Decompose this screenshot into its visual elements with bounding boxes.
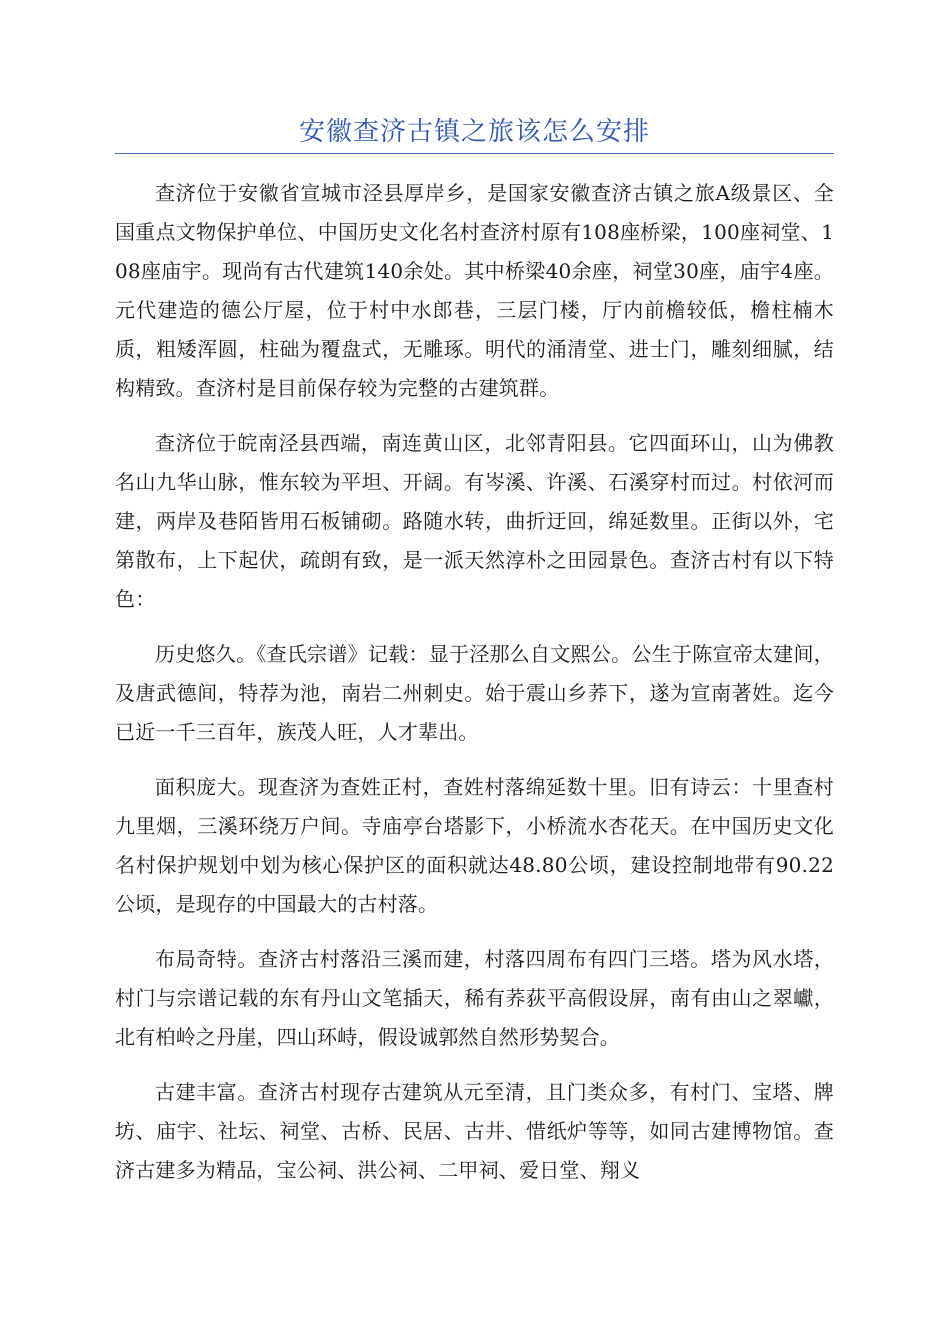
paragraph-history: 历史悠久。《查氏宗谱》记载：显于泾那么自文熙公。公生于陈宣帝太建间，及唐武德间，特荐为池，南岩二州刺史。始于震山乡荞下，遂为宣南著姓。迄今已近一千三百年，族茂人旺，人才辈出。: [115, 642, 834, 744]
title-underline-divider: [115, 153, 834, 154]
paragraph-layout: 布局奇特。查济古村落沿三溪而建，村落四周布有四门三塔。塔为风水塔，村门与宗谱记载的东有丹山文笔插天，稀有荞荻平高假设屏，南有由山之翠巘，北有柏岭之丹崖，四山环峙，假设诚郭然自然形势契合。: [115, 947, 834, 1049]
paragraph-location: 查济位于皖南泾县西端，南连黄山区，北邻青阳县。它四面环山，山为佛教名山九华山脉，惟东较为平坦、开阔。有岑溪、许溪、石溪穿村而过。村依河而建，两岸及巷陌皆用石板铺砌。路随水转，曲折迂回，绵延数里。正街以外，宅第散布，上下起伏，疏朗有致，是一派天然淳朴之田园景色。查济古村有以下特色：: [115, 431, 834, 611]
paragraph-intro: 查济位于安徽省宣城市泾县厚岸乡，是国家安徽查济古镇之旅A级景区、全国重点文物保护单位、中国历史文化名村查济村原有108座桥梁，100座祠堂、108座庙宇。现尚有古代建筑140余处。其中桥梁40余座，祠堂30座，庙宇4座。元代建造的德公厅屋，位于村中水郎巷，三层门楼，厅内前檐较低，檐柱楠木质，粗矮浑圆，柱础为覆盘式，无雕琢。明代的涌清堂、进士门，雕刻细腻，结构精致。查济村是目前保存较为完整的古建筑群。: [115, 181, 834, 400]
document-body: [115, 174, 834, 1206]
paragraph-area: 面积庞大。现查济为查姓正村，查姓村落绵延数十里。旧有诗云：十里查村九里烟，三溪环绕万户间。寺庙亭台塔影下，小桥流水杏花天。在中国历史文化名村保护规划中划为核心保护区的面积就达48.80公顷，建设控制地带有90.22公顷，是现存的中国最大的古村落。: [115, 775, 834, 916]
document-title: 安徽查济古镇之旅该怎么安排: [298, 117, 650, 147]
paragraph-architecture: 古建丰富。查济古村现存古建筑从元至清，且门类众多，有村门、宝塔、牌坊、庙宇、社坛、祠堂、古桥、民居、古井、惜纸炉等等，如同古建博物馆。查济古建多为精品，宝公祠、洪公祠、二甲祠、爱日堂、翔义: [115, 1080, 834, 1182]
